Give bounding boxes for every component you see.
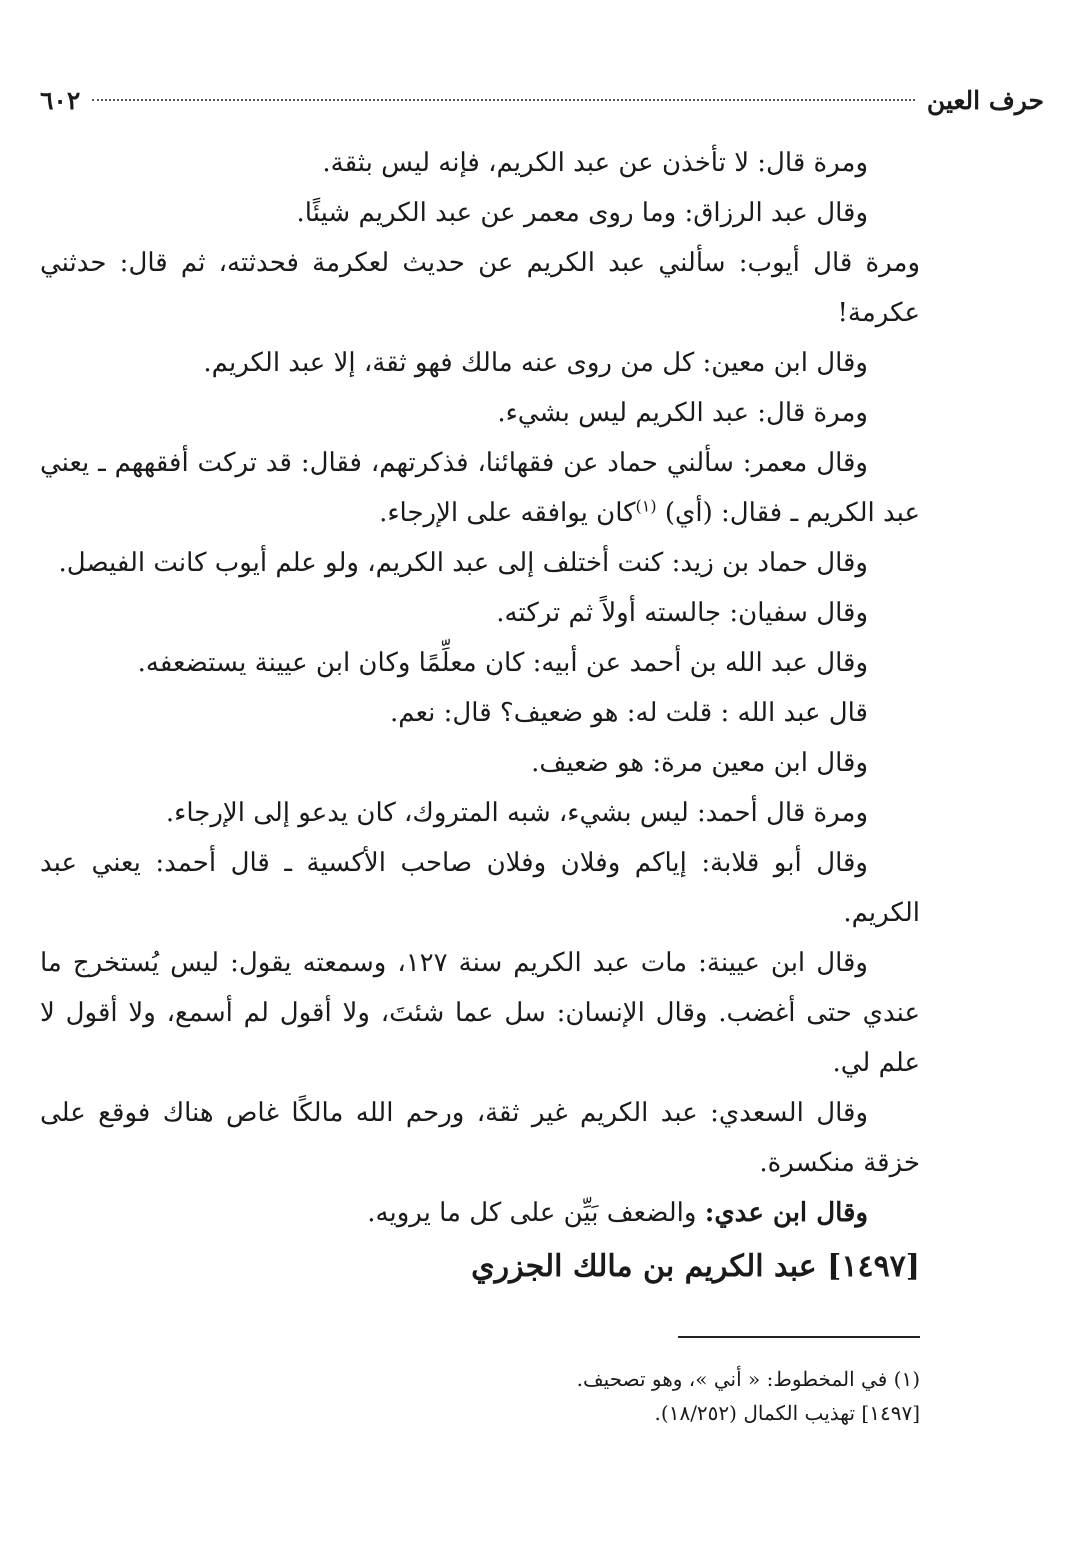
footnote-marker: (١) [635, 496, 657, 516]
header-dotted-rule [92, 99, 915, 101]
paragraph: وقال ابن معين: كل من روى عنه مالك فهو ثقة، إلا عبد الكريم. [203, 348, 868, 378]
footnote: (١) في المخطوط: « أني »، وهو تصحيف. [576, 1367, 920, 1391]
paragraph: وقال ابن معين مرة: هو ضعيف. [531, 748, 868, 778]
paragraph: وقال السعدي: عبد الكريم غير ثقة، ورحم الله مالكًا غاص هناك فوقع على خزقة منكسرة. [40, 1098, 920, 1178]
chapter-title: حرف العين [926, 85, 1044, 115]
paragraph: وقال عبد الرزاق: وما روى معمر عن عبد الكريم شيئًا. [296, 198, 868, 228]
footnotes [200, 1362, 920, 1430]
paragraph [40, 438, 920, 538]
paragraph: وقال حماد بن زيد: كنت أختلف إلى عبد الكريم، ولو علم أيوب كانت الفيصل. [58, 548, 868, 578]
entry-heading: [١٤٩٧] عبد الكريم بن مالك الجزري [471, 1249, 920, 1284]
page-number: ٦٠٢ [40, 85, 81, 115]
paragraph: ومرة قال أحمد: ليس بشيء، شبه المتروك، كان يدعو إلى الإرجاء. [165, 798, 868, 828]
footnote-separator [678, 1336, 920, 1338]
paragraph: وقال ابن عيينة: مات عبد الكريم سنة ١٢٧، وسمعته يقول: ليس يُستخرج ما عندي حتى أغضب. وقال الإنسان: سل عما شئتَ، ولا أقول لم أسمع، ولا أقول لا علم لي. [40, 948, 920, 1078]
narrator-label: وقال ابن عدي: [704, 1198, 868, 1228]
page-header [40, 78, 1044, 122]
paragraph: وقال أبو قلابة: إياكم وفلان وفلان صاحب الأكسية ـ قال أحمد: يعني عبد الكريم. [40, 848, 920, 928]
paragraph: قال عبد الله : قلت له: هو ضعيف؟ قال: نعم. [390, 698, 868, 728]
footnote: [١٤٩٧] تهذيب الكمال (١٨/٢٥٢). [654, 1401, 920, 1425]
paragraph: ومرة قال: عبد الكريم ليس بشيء. [497, 398, 868, 428]
paragraph-text: كان يوافقه على الإرجاء. [379, 498, 636, 528]
paragraph: وقال سفيان: جالسته أولاً ثم تركته. [496, 598, 868, 628]
paragraph-text: والضعف بَيِّن على كل ما يرويه. [367, 1198, 697, 1228]
paragraph-text: وقال معمر: سألني حماد عن فقهائنا، فذكرتهم، فقال: قد تركت أفقههم ـ يعني عبد الكريم ـ فقال: (أي) [40, 448, 920, 528]
paragraph: وقال عبد الله بن أحمد عن أبيه: كان معلِّمًا وكان ابن عيينة يستضعفه. [137, 648, 868, 678]
main-text [40, 138, 920, 1296]
paragraph [40, 1188, 920, 1238]
paragraph: ومرة قال: لا تأخذن عن عبد الكريم، فإنه ليس بثقة. [322, 148, 868, 178]
paragraph: ومرة قال أيوب: سألني عبد الكريم عن حديث لعكرمة فحدثته، ثم قال: حدثني عكرمة! [40, 248, 920, 328]
